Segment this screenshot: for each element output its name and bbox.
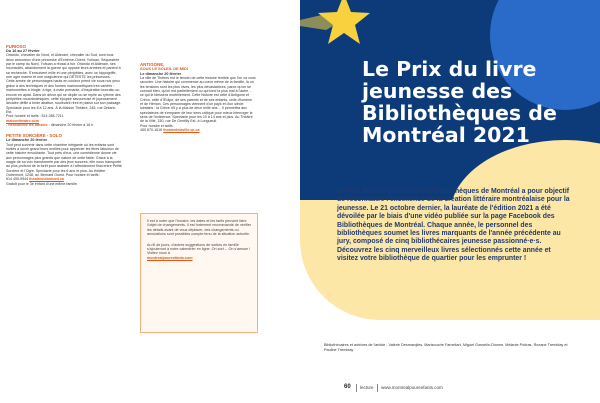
footer-website[interactable]: www.montrealpourenfants.com [381,385,443,390]
star-icon [300,0,380,60]
article-credits: Bibliothécaires et autrices de l'article : Valérie Desmarqiles, Marisouche Fameliart, Miguel Gosselin-Dionne, Mélanie Poitras, Roxane Tremblay et Pauline Tremblay [324,343,568,352]
sorciere-link[interactable]: theatreoutremont.ca [29,177,64,182]
column-2 [140,62,256,132]
furioso-title: FURIOSO [6,44,27,49]
antigone-body: La ville de Thèbes est le témoin de cette histoire terrible que l'on va vous raconter. Une histoire qui commence au cœur même de la famille, là où les tensions sont les plus vives, les plus dévastatrices, parce qu'on se connaît bien, qu'on est partiellement ou qui fond la plus mal à l'autre… ce qui le blessera mortellement. Cette histoire est celle d'Antigone et Créon, celle d'Œdipe, de ses parents et de ses enfants, celle d'Ismène et de Hémon. Ces personnages viennent d'un pays et d'un siècle lointains : la Grèce d'il y a plus de deux mille ans… Il permettra aux spectateurs de s'emparer de leur sens critique pour mieux interroger le sens de l'existence. Spectacle pour les 10 à 14 ans et plus. Au Théâtre de la Ville, 150, rue De Gentilly Est, à Longueuil. [140,75,256,124]
page-number: 60 [344,384,351,390]
footer-divider-2 [377,384,378,392]
footer-section: lecture [360,385,374,390]
article-title: Le Prix du livre jeunesse des Bibliothèques de Montréal 2021 [362,57,557,147]
sorciere-free: Gratuit pour le 3e enfant d'une même famille. [6,181,78,186]
antigone-link[interactable]: theatredelaville.qc.ca [163,128,200,133]
antigone-phone: 450 670-1616 [140,128,163,133]
column-1 [6,44,122,186]
sorciere-body: Tout peut survenir dans cette chambre intrigante où les enfants sont invités à ouvrir grand leurs oreilles pour apprécier les êtres fabuleux de cette histoire envoûtante. Tout près d'eux, une comédienne donne vie aux personnages plus grands que nature de cette fable. Grâce à la magie de sa voix transformée par des jeux sonores, elle nous transporte au plus profond de la forêt pour assister à l'affrontement final entre Petite Sorcière et l'Ogre. Spectacle pour les 6 ans et plus. Au théâtre Outremont, 1248, av. Bernard Ouest. Pour horaire et tarifs : [6,142,122,178]
antigone-contact [140,128,256,132]
furioso-link[interactable]: maisontheatre.com [6,118,39,123]
furioso-info: Pour horaire et tarifs : 514 288-7211 [6,114,64,119]
antigone-date: Le dimanche 20 février [140,71,182,76]
notice-text-1: Il est à noter que l'horaire, les dates et les tarifs peuvent faire l'objet de changements. Il est fortement recommandé de vérifier les détails avant de vous déplacer, des changements ou annulations sont possibles compte tenu de la situation actuelle. [147,219,252,237]
footer-divider [356,384,357,392]
furioso-date: Du 16 au 27 février [6,49,40,53]
sorciere-date: Le dimanche 20 février [6,138,48,143]
rencontres-label: - Rencontrez les artistes : [6,122,50,127]
notice-box [140,213,258,333]
sorciere-title: PETITE SORCIÈRE - SOLO [6,133,62,139]
furioso-spectacle: Spectacle pour les 8 à 12 ans. À la Maison Théâtre, 245, rue Ontario Est. [6,105,116,114]
rencontres-text: dimanche 20 février à 16 h [49,122,94,127]
antigone-info: Pour horaire et tarifs : [140,123,175,128]
furioso-body: Orlando, chevalier du Nord, et Alderam, chevalier du Sud, sont tous deux amoureux d'une princesse d'Extrême-Orient, Yuhuan. Séquestrée par le camp du Nord, Yuhuan a réussi à fuir. Orlando et Alderam, ses inconsolés, abandonnent la guerre qui oppose leurs armées et partent à sa recherche. S'ensuivent mille et une péripéties, avec un hippogriffe, une ogre marine et une magicienne qui DÉTESTE les princesses. [6,53,121,80]
right-page [300,0,600,403]
page-footer [300,384,600,394]
antigone-title: ANTIGONE, [140,62,165,67]
notice-link[interactable]: montrealpourenfants.com [147,255,193,260]
antigone-subtitle: SOUS LE SOLEIL DE MIDI [140,66,188,71]
article-intro: Le Prix du livre jeunesse des Bibliothèques de Montréal a pour objectif de reconnaître l'excellence de la création littéraire montréalaise pour la jeunesse. Le 21 octobre dernier, la lauréate de l'édition 2021 a été dévoilée par le biais d'une vidéo publiée sur la page Facebook des Bibliothèques de Montréal. Chaque année, le personnel des bibliothèques soumet les livres marquants de l'année précédente au jury, composé de cinq bibliothécaires jeunesse passionné·e·s. Découvrez les cinq merveilleux livres sélectionnés cette année et visitez votre bibliothèque de quartier pour les emprunter ! [337,188,570,263]
notice-text-2: Au fil de jours, d'autres suggestions de sorties en famille s'ajouteront à notre calendrier en ligne. On sort… On s'amuse ! Visitez nous à [147,242,251,256]
sorciere-phone: 514 495-9944 [6,177,29,182]
furioso-body-2: Cette armée de personnages hauts en couleur prend vie sous nos yeux grâce à des techniques et des formes marionnettiques très variées : marionnettes à tringle, à tige, à main prenante, d'inspiration bunraku ou encore en aplat. Dans un décor qui se déplie ou se replie au rythme des péripéties rocambolesques, cette épopée savoureuse et joyeusement décalée défile à bride abattue, soulevant rires et plaisir sur son passage. [6,79,122,106]
